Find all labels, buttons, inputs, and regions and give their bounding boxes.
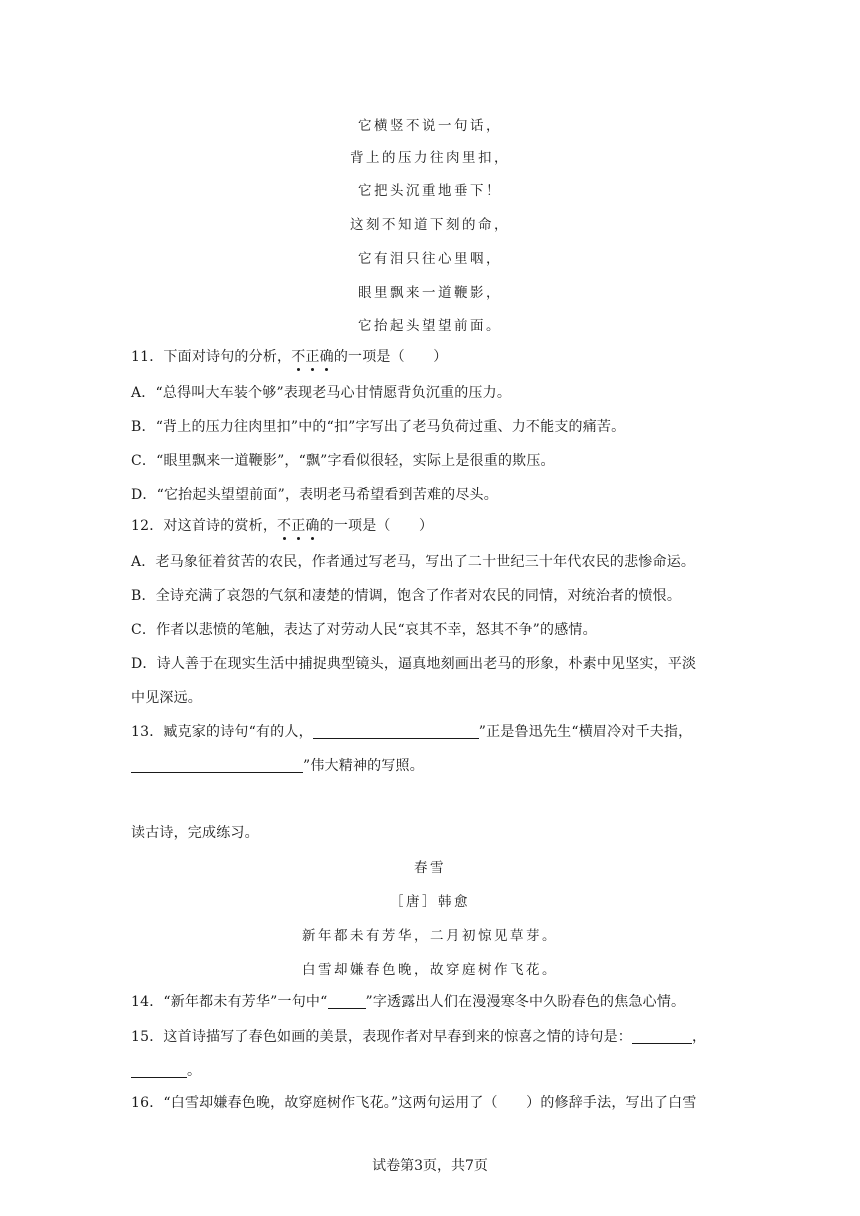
question-15-line-2 bbox=[131, 1060, 201, 1080]
answer-blank[interactable] bbox=[131, 1063, 187, 1078]
stem-text: 的一项是（ ） bbox=[319, 518, 434, 534]
poem-line: 它有泪只往心里咽， bbox=[358, 251, 502, 267]
stem-text: 13．臧克家的诗句“有的人， bbox=[131, 724, 313, 740]
emphasis-char: 不 bbox=[291, 346, 305, 366]
stem-text: 15．这首诗描写了春色如画的美景，表现作者对早春到来的惊喜之情的诗句是： bbox=[131, 1029, 633, 1045]
stem-text: 12．对这首诗的赏析， bbox=[131, 518, 278, 534]
stem-text: ， bbox=[692, 1029, 707, 1045]
question-12-option-b: B．全诗充满了哀怨的气氛和凄楚的情调，饱含了作者对农民的同情，对统治者的愤恨。 bbox=[131, 588, 682, 604]
poem-line: 它把头沉重地垂下！ bbox=[358, 183, 502, 199]
stem-text: 的一项是（ ） bbox=[333, 349, 448, 365]
question-12-option-a: A．老马象征着贫苦的农民，作者通过写老马，写出了二十世纪三十年代农民的悲惨命运。 bbox=[131, 554, 696, 570]
stem-text: 。 bbox=[187, 1063, 202, 1079]
emphasis-char: 正 bbox=[291, 515, 305, 535]
emphasis-char: 正 bbox=[305, 346, 319, 366]
poem-line: 它横竖不说一句话， bbox=[358, 118, 502, 134]
section-intro: 读古诗，完成练习。 bbox=[131, 825, 259, 841]
emphasis-char: 不 bbox=[277, 515, 291, 535]
stem-text: 11．下面对诗句的分析， bbox=[131, 349, 292, 365]
stem-text: ”伟大精神的写照。 bbox=[303, 758, 424, 774]
poem-title: 春雪 bbox=[414, 860, 446, 876]
question-13-line-1 bbox=[131, 721, 692, 741]
question-11-option-d: D．“它抬起头望望前面”，表明老马希望看到苦难的尽头。 bbox=[131, 487, 498, 503]
stem-text: 14．“新年都未有芳华”一句中“ bbox=[131, 994, 328, 1010]
poem-line: 眼里飘来一道鞭影， bbox=[358, 285, 502, 301]
poem-line: 它抬起头望望前面。 bbox=[358, 318, 502, 334]
question-15-line-1 bbox=[131, 1026, 706, 1046]
question-13-line-2 bbox=[131, 755, 424, 775]
page-footer: 试卷第3页，共7页 bbox=[372, 1158, 488, 1174]
question-16: 16．“白雪却嫌春色晚，故穿庭树作飞花。”这两句运用了（ ）的修辞手法，写出了白雪 bbox=[131, 1095, 697, 1111]
answer-blank[interactable] bbox=[632, 1029, 692, 1044]
poem-line: 背上的压力往肉里扣， bbox=[350, 150, 510, 166]
answer-blank[interactable] bbox=[313, 724, 479, 739]
question-11-option-b: B．“背上的压力往肉里扣”中的“扣”字写出了老马负荷过重、力不能支的痛苦。 bbox=[131, 419, 626, 435]
poem-line: 白雪却嫌春色晚，故穿庭树作飞花。 bbox=[302, 962, 558, 978]
question-11-stem bbox=[131, 346, 447, 366]
answer-blank[interactable] bbox=[131, 758, 303, 773]
question-11-option-c: C．“眼里飘来一道鞭影”，“飘”字看似很轻，实际上是很重的欺压。 bbox=[131, 453, 555, 469]
poem-line: 这刻不知道下刻的命， bbox=[350, 217, 510, 233]
poem-line: 新年都未有芳华，二月初惊见草芽。 bbox=[302, 928, 558, 944]
poem-author: ［唐］韩愈 bbox=[390, 894, 470, 910]
question-12-option-d-continued: 中见深远。 bbox=[131, 690, 202, 706]
question-12-stem bbox=[131, 515, 433, 535]
question-14 bbox=[131, 991, 685, 1011]
answer-blank[interactable] bbox=[328, 994, 366, 1009]
question-12-option-d: D．诗人善于在现实生活中捕捉典型镜头，逼真地刻画出老马的形象，朴素中见坚实，平淡 bbox=[131, 656, 697, 672]
question-11-option-a: A．“总得叫大车装个够”表现老马心甘情愿背负沉重的压力。 bbox=[131, 385, 512, 401]
stem-text: ”正是鲁迅先生“横眉冷对千夫指， bbox=[478, 724, 693, 740]
stem-text: ”字透露出人们在漫漫寒冬中久盼春色的焦急心情。 bbox=[365, 994, 686, 1010]
question-12-option-c: C．作者以悲愤的笔触，表达了对劳动人民“哀其不幸，怒其不争”的感情。 bbox=[131, 622, 597, 638]
emphasis-char: 确 bbox=[320, 346, 334, 366]
emphasis-char: 确 bbox=[305, 515, 319, 535]
